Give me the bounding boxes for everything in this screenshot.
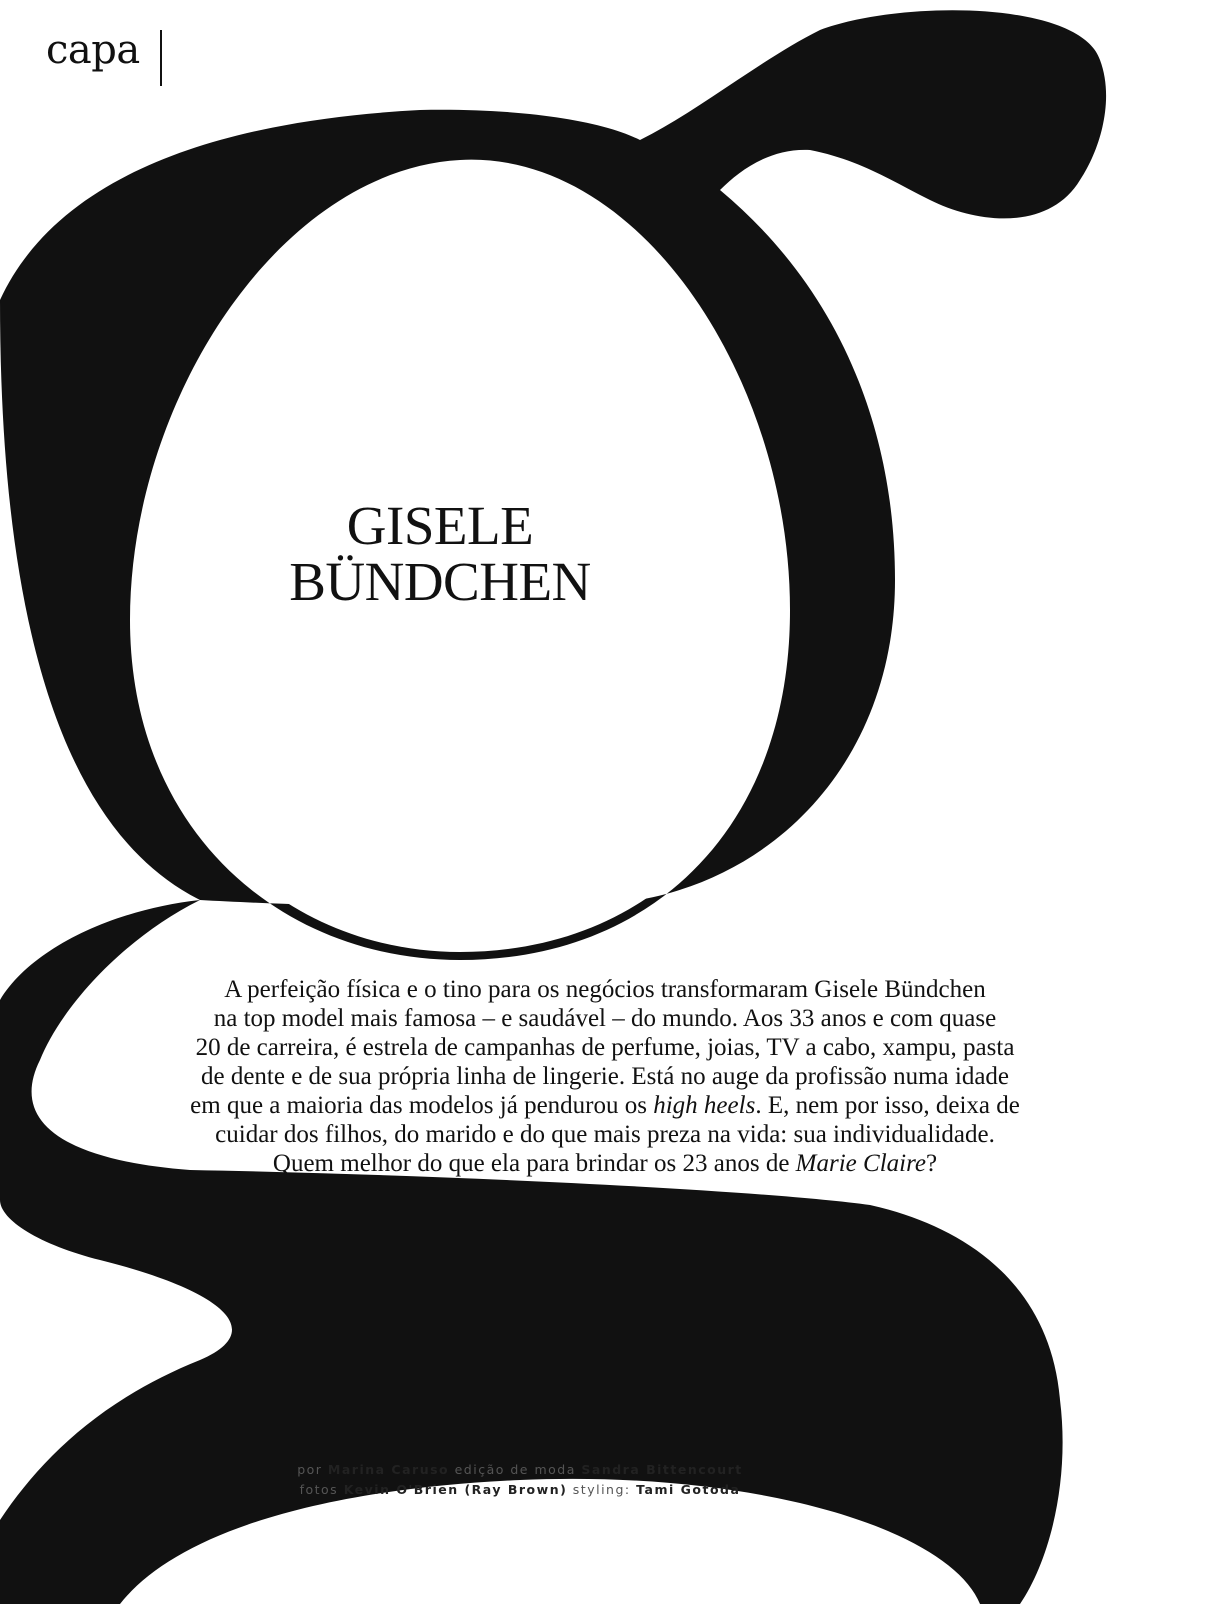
standfirst-italic: high heels xyxy=(653,1092,756,1119)
standfirst-line: na top model mais famosa – e saudável – do mundo. Aos 33 anos e com quase xyxy=(213,1005,997,1032)
standfirst-text: em que a maioria das modelos já pendurou os xyxy=(190,1092,654,1119)
headline-last-name: BÜNDCHEN xyxy=(289,551,591,612)
credit-label-fashion: edição de moda xyxy=(454,1462,576,1477)
credit-author: Marina Caruso xyxy=(327,1462,450,1477)
standfirst-text: Quem melhor do que ela para brindar os 23 anos de xyxy=(272,1150,796,1177)
credit-label-styling: styling: xyxy=(572,1482,631,1497)
standfirst-line xyxy=(50,1091,1160,1120)
standfirst-line: 20 de carreira, é estrela de campanhas de perfume, joias, TV a cabo, xampu, pasta xyxy=(195,1034,1015,1061)
standfirst-text: . E, nem por isso, deixa de xyxy=(755,1092,1020,1119)
credit-stylist: Tami Gotoda xyxy=(636,1482,741,1497)
credit-label-photos: fotos xyxy=(299,1482,339,1497)
credits xyxy=(220,1460,820,1500)
credit-fashion-editor: Sandra Bittencourt xyxy=(581,1462,743,1477)
standfirst-line: A perfeição física e o tino para os negócios transformaram Gisele Bündchen xyxy=(224,976,986,1003)
standfirst-line: cuidar dos filhos, do marido e do que mais preza na vida: sua individualidade. xyxy=(215,1121,995,1148)
credits-line-writer xyxy=(220,1460,820,1480)
section-label: capa xyxy=(46,27,140,73)
standfirst-line: de dente e de sua própria linha de lingerie. Está no auge da profissão numa idade xyxy=(200,1063,1010,1090)
headline xyxy=(240,495,640,612)
section-divider xyxy=(160,30,162,86)
credits-line-photo xyxy=(220,1480,820,1500)
standfirst-paragraph xyxy=(50,975,1160,1178)
credit-label-by: por xyxy=(297,1462,323,1477)
credit-photographer: Kevin O'Brien (Ray Brown) xyxy=(343,1482,568,1497)
headline-first-name: GISELE xyxy=(346,495,534,556)
standfirst-italic: Marie Claire xyxy=(795,1150,926,1177)
standfirst-text: ? xyxy=(925,1150,938,1177)
standfirst-line xyxy=(50,1149,1160,1178)
